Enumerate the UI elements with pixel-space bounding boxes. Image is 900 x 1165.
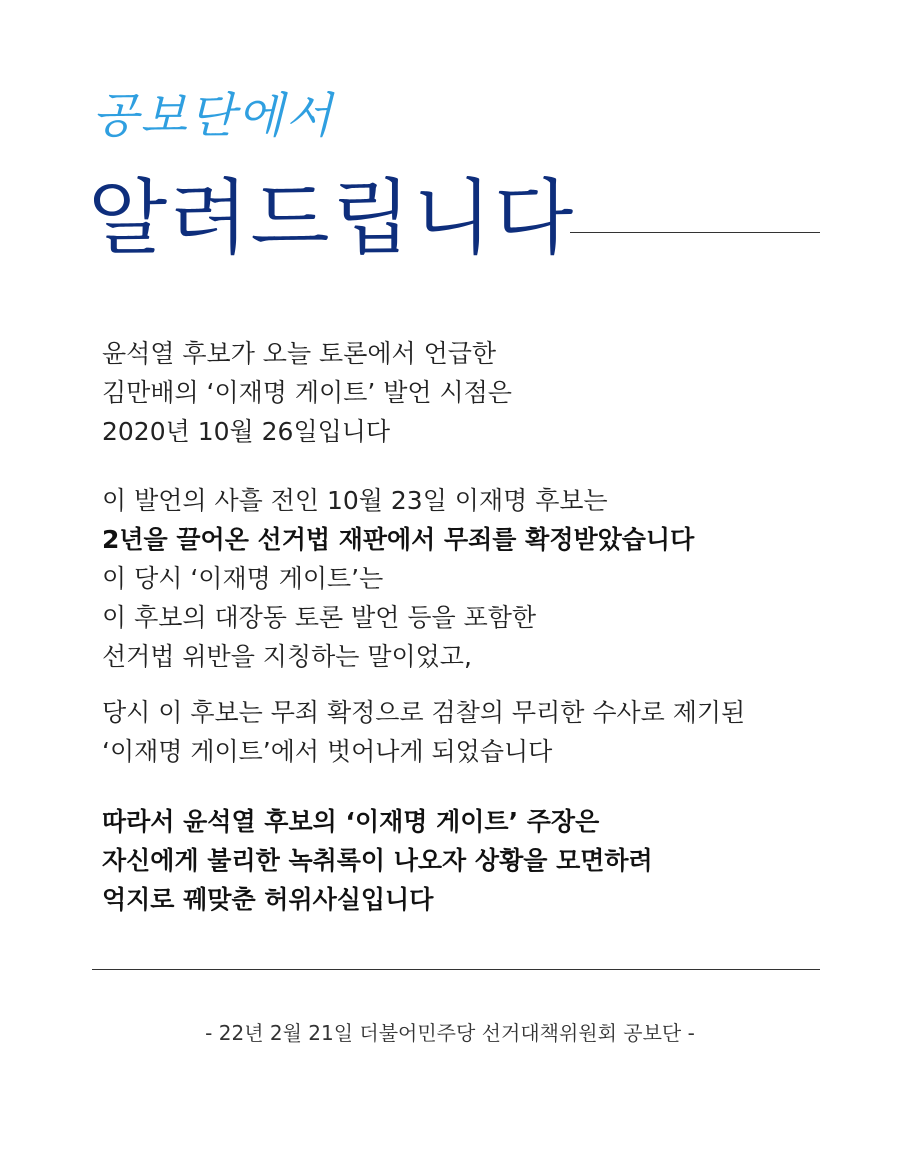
paragraph-2-line-2: 2년을 끌어온 선거법 재판에서 무죄를 확정받았습니다 [102,525,695,554]
footer-divider [92,969,820,970]
conclusion-line-3: 억지로 꿰맞춘 허위사실입니다 [102,885,434,914]
paragraph-1-line-3: 2020년 10월 26일입니다 [102,417,391,446]
paragraph-2-line-5: 선거법 위반을 지칭하는 말이었고, [102,642,472,671]
paragraph-2-line-3: 이 당시 ‘이재명 게이트’는 [102,564,384,593]
conclusion-line-2: 자신에게 불리한 녹취록이 나오자 상황을 모면하려 [102,846,653,875]
title-divider [570,232,820,233]
conclusion-line-1: 따라서 윤석열 후보의 ‘이재명 게이트’ 주장은 [102,807,600,836]
paragraph-2-line-4: 이 후보의 대장동 토론 발언 등을 포함한 [102,603,537,632]
paragraph-conclusion [102,802,822,919]
paragraph-1-line-1: 윤석열 후보가 오늘 토론에서 언급한 [102,339,497,368]
paragraph-1 [102,334,822,451]
subtitle-script: 공보단에서 [92,88,334,144]
paragraph-3-line-2: ‘이재명 게이트’에서 벗어나게 되었습니다 [102,737,553,766]
paragraph-3 [102,693,822,771]
paragraph-3-line-1: 당시 이 후보는 무죄 확정으로 검찰의 무리한 수사로 제기된 [102,698,746,727]
paragraph-2-line-1: 이 발언의 사흘 전인 10월 23일 이재명 후보는 [102,486,608,515]
page-title: 알려드립니다 [88,171,576,266]
paragraph-2 [102,481,822,676]
footer-attribution: - 22년 2월 21일 더불어민주당 선거대책위원회 공보단 - [205,1021,695,1045]
paragraph-1-line-2: 김만배의 ‘이재명 게이트’ 발언 시점은 [102,378,512,407]
